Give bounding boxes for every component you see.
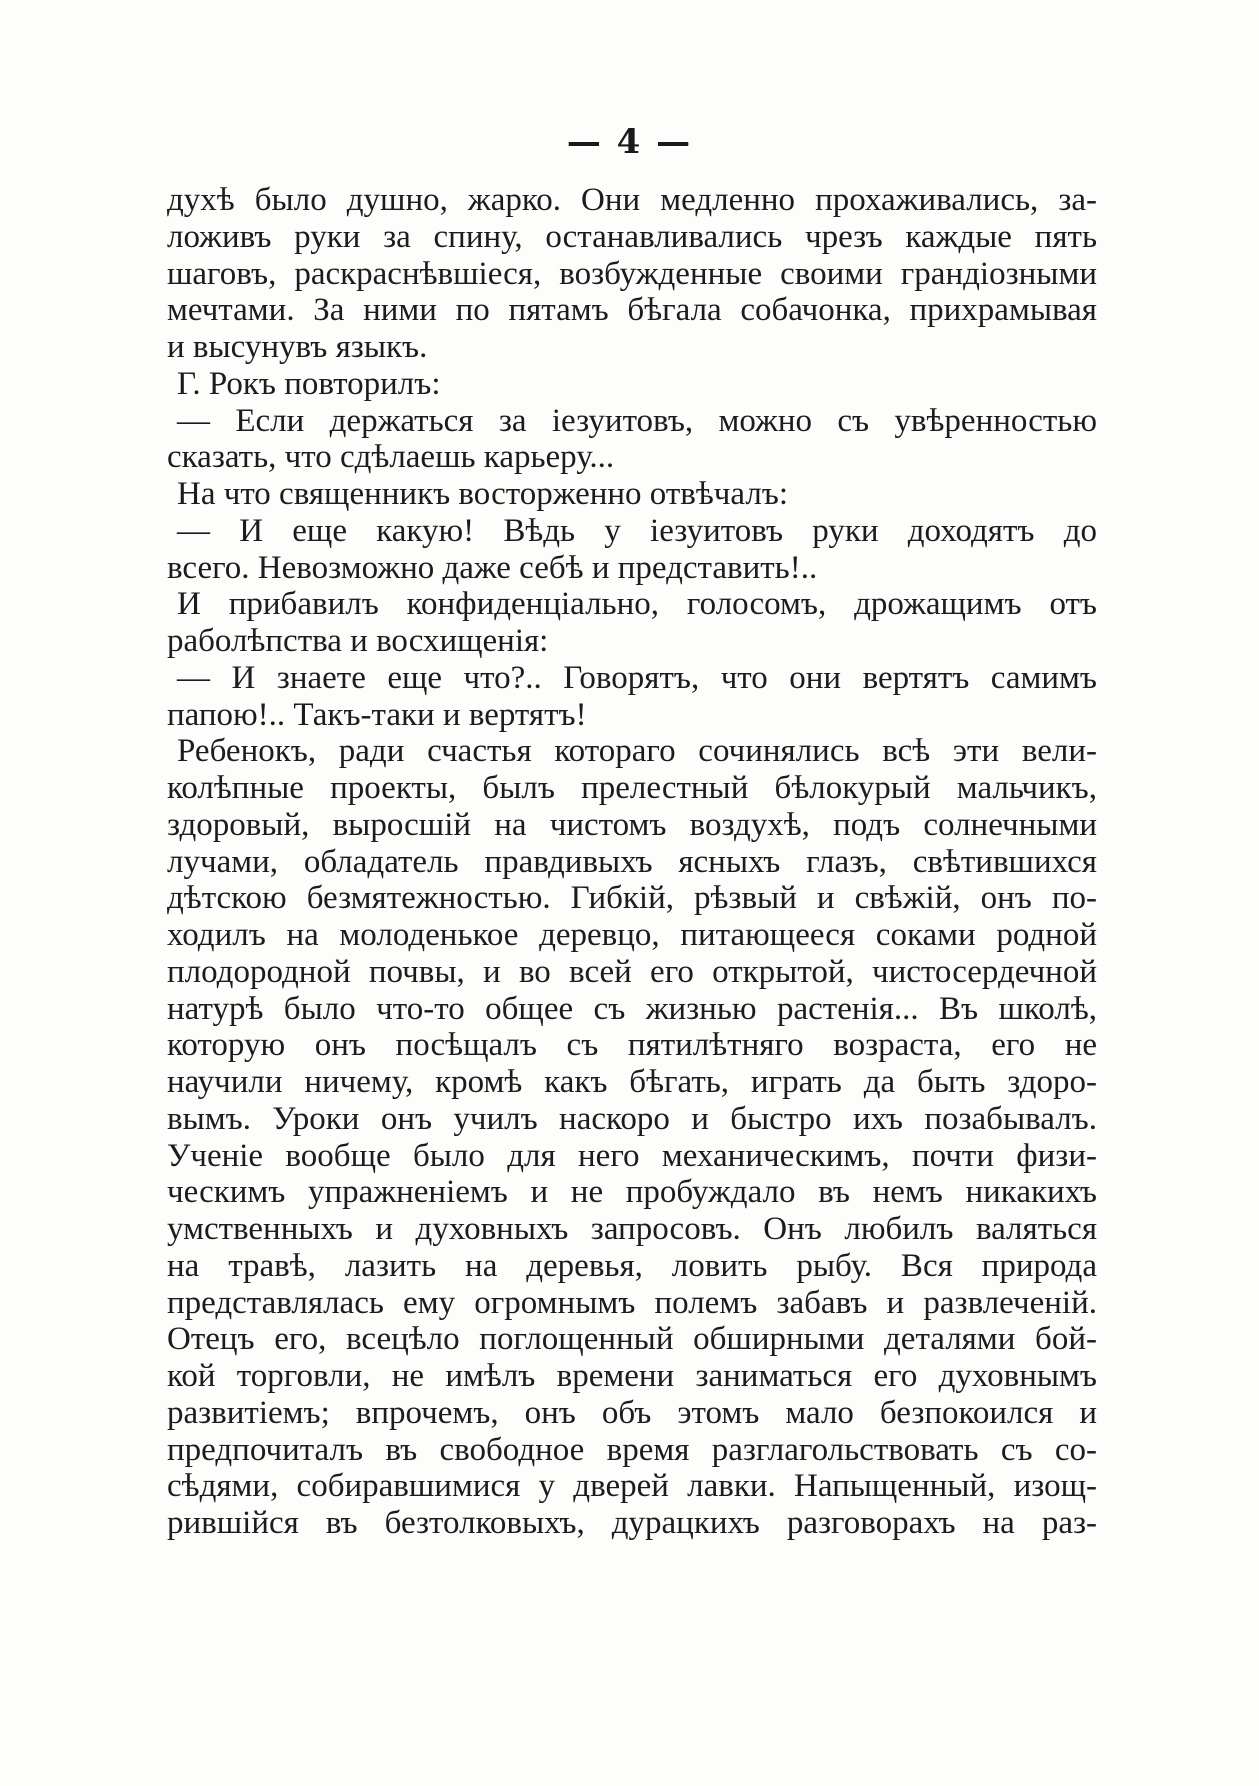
text-line: плодородной почвы, и во всей его открытой, чистосердечной — [167, 953, 1097, 990]
text-line: кой торговли, не имѣлъ времени заниматься его духовнымъ — [167, 1358, 1097, 1394]
text-line: дѣтскою безмятежностью. Гибкiй, рѣзвый и свѣжiй, онъ по- — [167, 880, 1097, 917]
text-line: лучами, обладатель правдивыхъ ясныхъ глазъ, свѣтившихся — [167, 843, 1097, 880]
text-line: — Если держаться за iезуитовъ, можно съ увѣренностью — [177, 402, 1097, 439]
text-line: Отецъ его, всецѣло поглощенный обширными деталями бой- — [167, 1321, 1097, 1358]
text-line: раболѣпства и восхищенiя: — [167, 623, 549, 659]
text-line: которую онъ посѣщалъ съ пятилѣтняго возраста, его не — [167, 1027, 1097, 1064]
text-line: На что священникъ восторженно отвѣчалъ: — [177, 476, 789, 512]
text-line: и высунувъ языкъ. — [167, 329, 428, 365]
text-line: ложивъ руки за спину, останавливались чрезъ каждые пять — [167, 218, 1097, 255]
text-line: шаговъ, раскраснѣвшiеся, возбужденные своими грандiозными — [167, 255, 1097, 292]
text-line: ходилъ на молоденькое деревцо, питающееся соками родной — [167, 917, 1097, 953]
text-line: сказать, что сдѣлаешь карьеру... — [167, 439, 615, 476]
text-line: представлялась ему огромнымъ полемъ забавъ и развлеченiй. — [167, 1284, 1097, 1321]
text-line: Ребенокъ, ради счастья котораго сочинялись всѣ эти вели- — [177, 733, 1097, 770]
text-line: колѣпные проекты, былъ прелестный бѣлокурый мальчикъ, — [167, 770, 1097, 806]
text-line: Г. Рокъ повторилъ: — [177, 365, 441, 402]
text-line: — И знаете еще что?.. Говорятъ, что они вертятъ самимъ — [177, 659, 1097, 696]
text-line: предпочиталъ въ свободное время разглагольствовать съ со- — [167, 1431, 1097, 1468]
text-line: сѣдями, собиравшимися у дверей лавки. Напыщенный, изощ- — [167, 1468, 1097, 1505]
text-line: И прибавилъ конфиденцiально, голосомъ, дрожащимъ отъ — [177, 586, 1097, 623]
text-line: натурѣ было что-то общее съ жизнью растенiя... Въ школѣ, — [167, 990, 1097, 1027]
text-line: папою!.. Такъ-таки и вертятъ! — [167, 696, 587, 733]
text-line: вымъ. Уроки онъ училъ наскоро и быстро ихъ позабывалъ. — [167, 1100, 1097, 1137]
text-line: духѣ было душно, жарко. Они медленно прохаживались, за- — [167, 182, 1097, 218]
text-line: Ученiе вообще было для него механическимъ, почти физи- — [167, 1137, 1097, 1174]
text-line: умственныхъ и духовныхъ запросовъ. Онъ любилъ валяться — [167, 1211, 1097, 1247]
text-line: мечтами. За ними по пятамъ бѣгала собачонка, прихрамывая — [167, 292, 1097, 329]
text-line: всего. Невозможно даже себѣ и представить!.. — [167, 549, 818, 586]
text-line: на травѣ, лазить на деревья, ловить рыбу. Вся природа — [167, 1247, 1097, 1284]
text-line: здоровый, выросшiй на чистомъ воздухѣ, подъ солнечными — [167, 806, 1097, 843]
text-line: научили ничему, кромѣ какъ бѣгать, играть да быть здоро- — [167, 1064, 1097, 1100]
text-line: развитiемъ; впрочемъ, онъ объ этомъ мало безпокоился и — [167, 1394, 1097, 1431]
body-text — [167, 182, 1097, 1542]
text-line: ческимъ упражненiемъ и не пробуждало въ немъ никакихъ — [167, 1174, 1097, 1211]
page-number: — 4 — — [566, 122, 693, 162]
text-line: — И еще какую! Вѣдь у iезуитовъ руки доходятъ до — [177, 512, 1097, 549]
text-line: рившiйся въ безтолковыхъ, дурацкихъ разговорахъ на раз- — [167, 1505, 1097, 1541]
